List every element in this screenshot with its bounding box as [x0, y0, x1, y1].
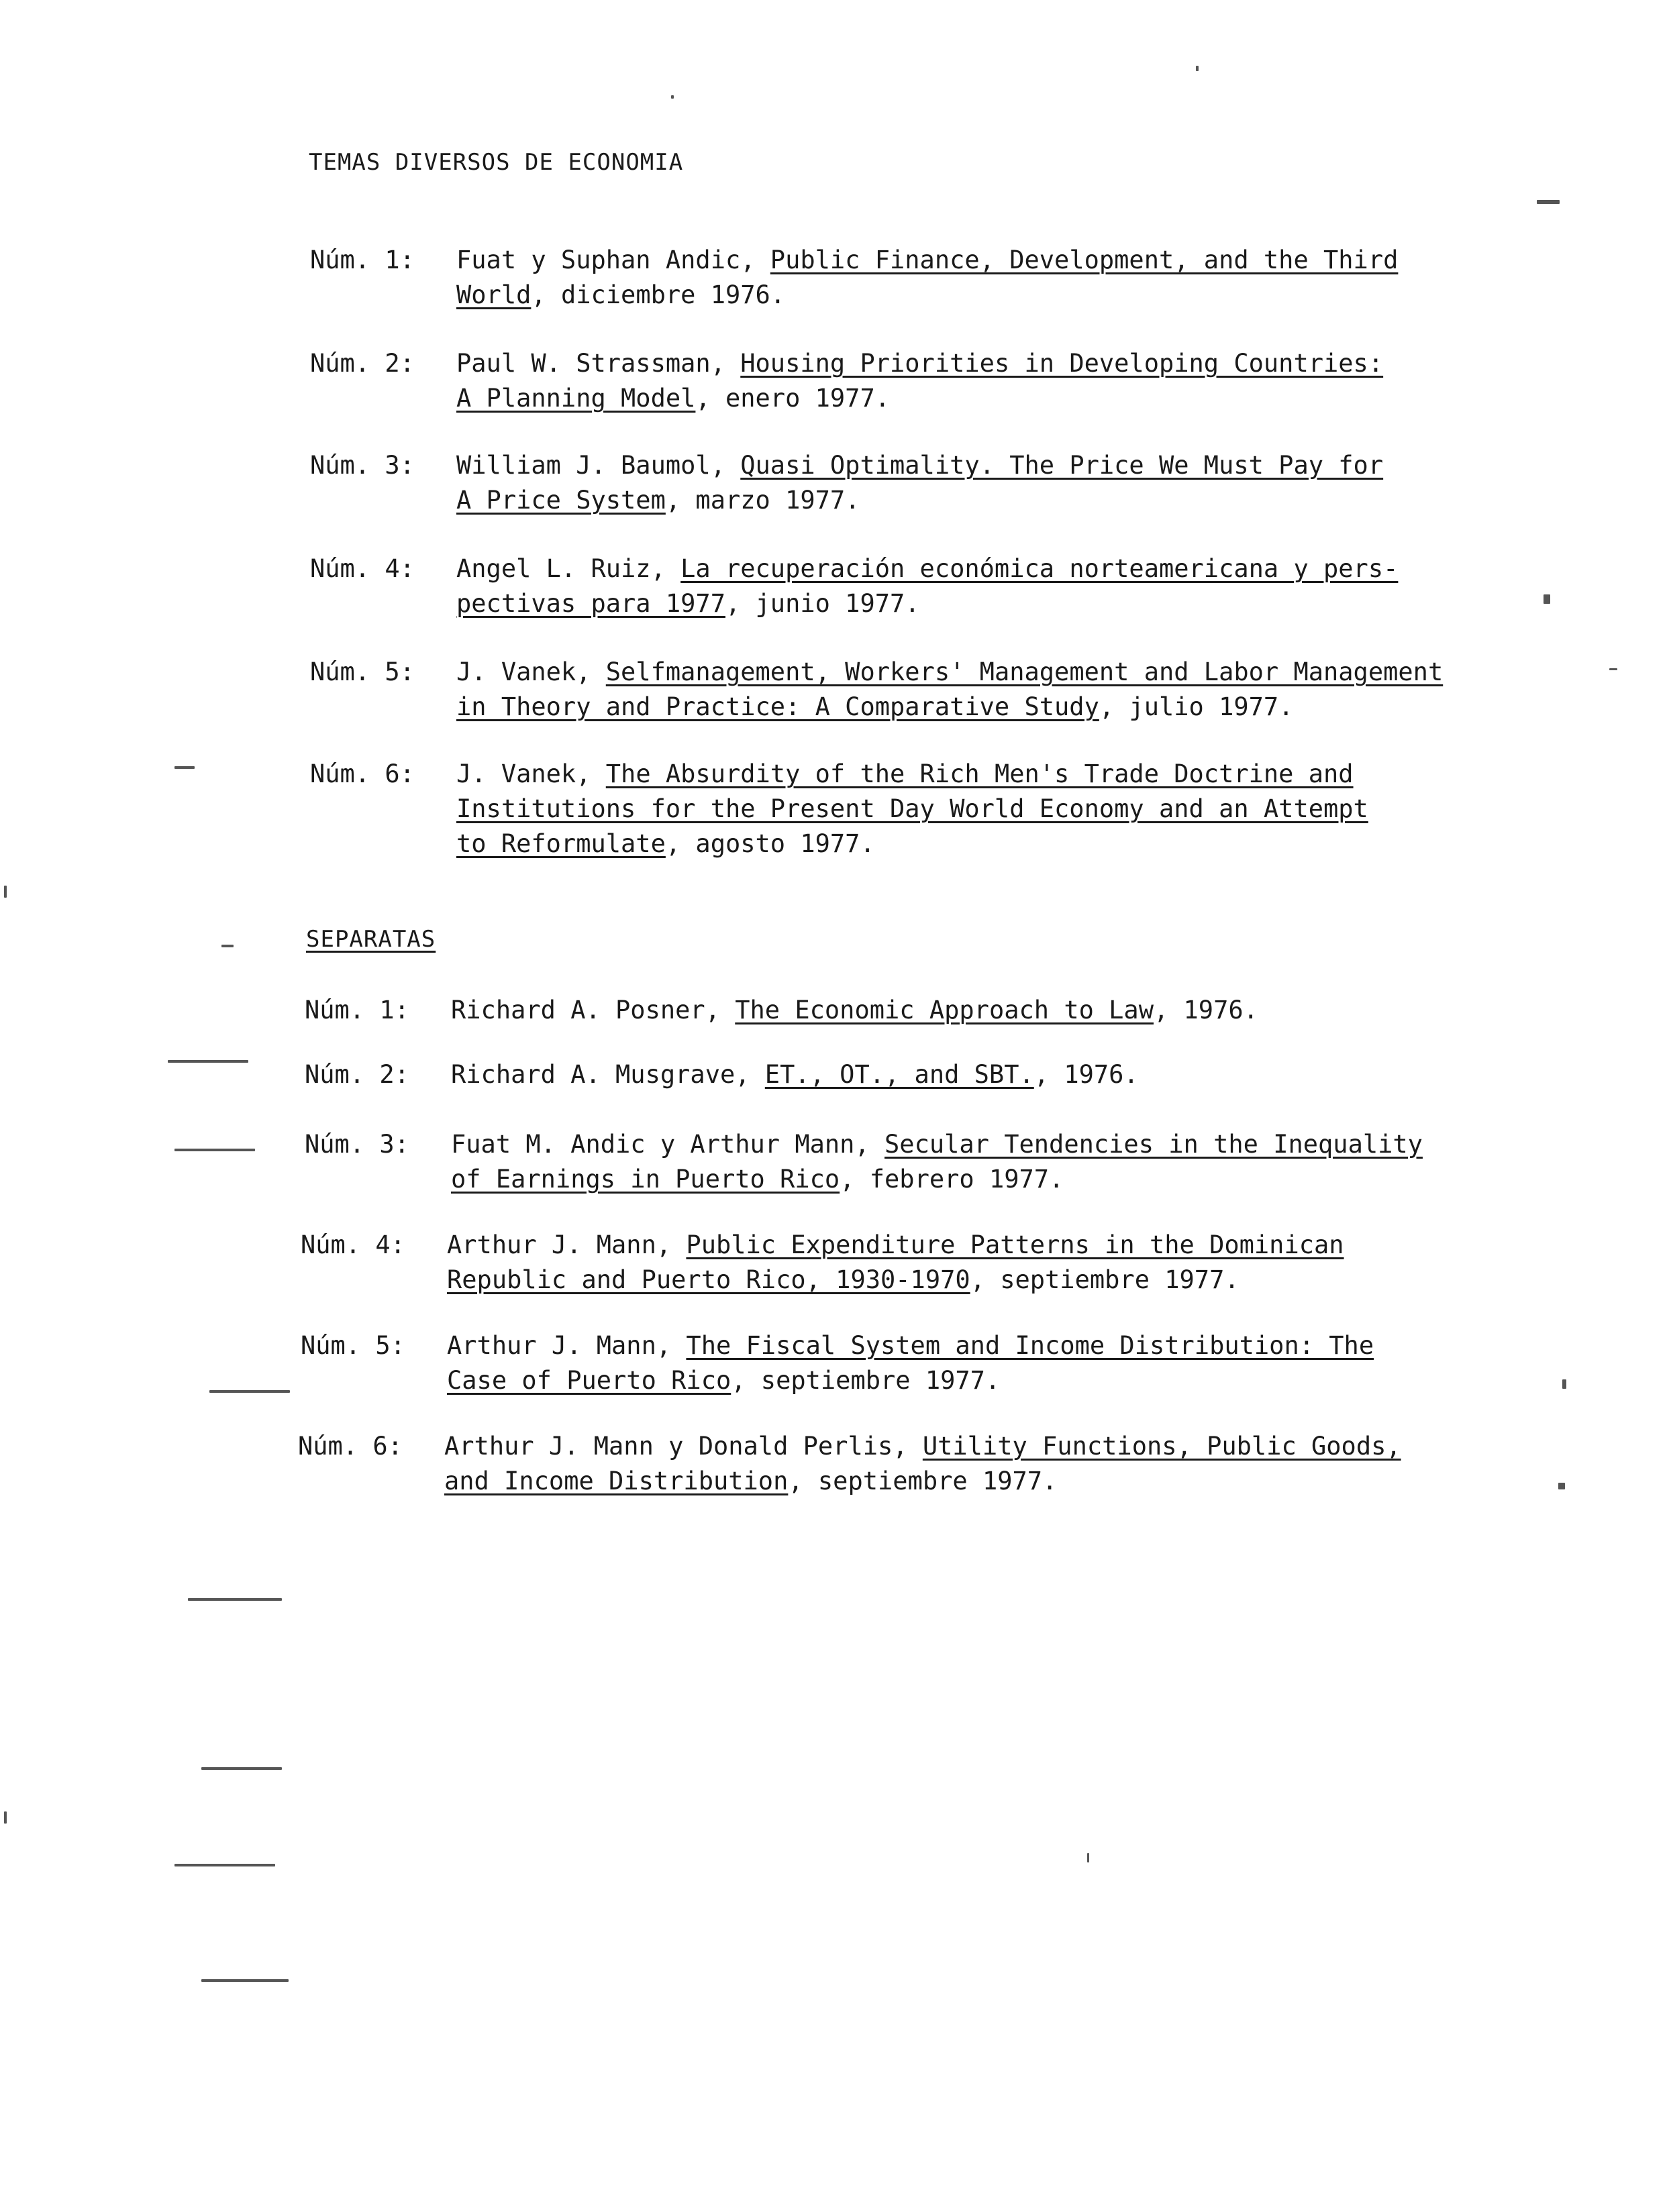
scan-speck: [188, 1598, 282, 1601]
author-text: Richard A. Posner,: [451, 996, 736, 1024]
title-text: Selfmanagement, Workers' Management and Labor Management: [605, 657, 1444, 686]
scan-speck: [209, 1390, 290, 1393]
date-text: , septiembre 1977.: [970, 1265, 1240, 1294]
scan-speck: [4, 1811, 7, 1824]
entry-citation: [456, 346, 1557, 416]
entry-number: Núm. 1:: [310, 246, 415, 274]
entry-number: Núm. 6:: [298, 1432, 403, 1461]
title-text: Case of Puerto Rico: [447, 1366, 731, 1395]
date-text: , agosto 1977.: [665, 829, 875, 858]
date-text: , julio 1977.: [1099, 692, 1294, 721]
date-text: , 1976.: [1033, 1060, 1139, 1089]
entry-citation: [451, 993, 1552, 1028]
scan-speck: [1087, 1853, 1089, 1862]
entry-citation: [451, 1057, 1552, 1092]
entry-citation: [456, 243, 1557, 313]
title-text: to Reformulate: [456, 829, 666, 858]
scan-speck: [1558, 1483, 1565, 1489]
title-text: Public Finance, Development, and the Third: [770, 246, 1399, 274]
date-text: , enero 1977.: [695, 384, 891, 413]
title-text: Quasi Optimality. The Price We Must Pay for: [740, 451, 1384, 480]
author-text: J. Vanek,: [456, 759, 606, 788]
entry-citation: [447, 1328, 1548, 1398]
author-text: Angel L. Ruiz,: [456, 554, 681, 583]
author-text: Arthur J. Mann y Donald Perlis,: [444, 1432, 923, 1461]
scan-speck: [201, 1767, 282, 1770]
entry-number: Núm. 2:: [305, 1060, 409, 1089]
entry-citation: [456, 448, 1557, 518]
scan-speck: [168, 1060, 248, 1063]
title-text: in Theory and Practice: A Comparative Study: [456, 692, 1099, 721]
title-text: Republic and Puerto Rico, 1930-1970: [447, 1265, 970, 1294]
entry-number: Núm. 4:: [301, 1230, 405, 1259]
author-text: Paul W. Strassman,: [456, 349, 741, 378]
scan-speck: [174, 1149, 255, 1151]
section-title-temas: TEMAS DIVERSOS DE ECONOMIA: [309, 149, 684, 176]
title-text: Utility Functions, Public Goods,: [922, 1432, 1401, 1461]
scan-speck: [1609, 668, 1617, 670]
author-text: Fuat M. Andic y Arthur Mann,: [451, 1130, 885, 1159]
entry-number: Núm. 1:: [305, 996, 409, 1024]
author-text: Arthur J. Mann,: [447, 1230, 687, 1259]
entry-citation: [451, 1127, 1552, 1197]
title-text: World: [456, 280, 532, 309]
entry-citation: [456, 655, 1557, 725]
entry-citation: [456, 551, 1557, 621]
date-text: , junio 1977.: [725, 589, 920, 618]
entry-number: Núm. 4:: [310, 554, 415, 583]
scan-speck: [4, 886, 7, 898]
entry-citation: [444, 1429, 1545, 1499]
scan-speck: [174, 766, 195, 769]
scan-speck: [221, 945, 234, 947]
title-text: A Planning Model: [456, 384, 696, 413]
scan-speck: [671, 95, 674, 99]
title-text: The Economic Approach to Law: [735, 996, 1154, 1024]
title-text: Public Expenditure Patterns in the Dominican: [686, 1230, 1344, 1259]
scan-speck: [1544, 594, 1550, 604]
date-text: , febrero 1977.: [840, 1165, 1064, 1194]
title-text: and Income Distribution: [444, 1467, 789, 1495]
title-text: of Earnings in Puerto Rico: [451, 1165, 840, 1194]
title-text: ET., OT., and SBT.: [764, 1060, 1034, 1089]
title-text: pectivas para 1977: [456, 589, 725, 618]
title-text: The Fiscal System and Income Distribution: The: [686, 1331, 1374, 1360]
title-text: Secular Tendencies in the Inequality: [884, 1130, 1423, 1159]
entry-citation: [447, 1228, 1548, 1298]
section-title-separatas: SEPARATAS: [306, 926, 436, 953]
date-text: , septiembre 1977.: [788, 1467, 1058, 1495]
scan-speck: [1196, 66, 1199, 71]
title-text: The Absurdity of the Rich Men's Trade Doctrine and: [605, 759, 1354, 788]
scan-speck: [1537, 200, 1560, 204]
title-text: Housing Priorities in Developing Countries:: [740, 349, 1384, 378]
title-text: A Price System: [456, 486, 666, 515]
date-text: , marzo 1977.: [665, 486, 860, 515]
entry-number: Núm. 2:: [310, 349, 415, 378]
entry-number: Núm. 5:: [310, 657, 415, 686]
author-text: Fuat y Suphan Andic,: [456, 246, 770, 274]
title-text: Institutions for the Present Day World Economy and an Attempt: [456, 794, 1368, 823]
author-text: Arthur J. Mann,: [447, 1331, 687, 1360]
date-text: , diciembre 1976.: [531, 280, 786, 309]
date-text: , septiembre 1977.: [731, 1366, 1001, 1395]
author-text: William J. Baumol,: [456, 451, 741, 480]
entry-number: Núm. 5:: [301, 1331, 405, 1360]
title-text: La recuperación económica norteamericana y pers-: [680, 554, 1399, 583]
scan-speck: [174, 1864, 275, 1866]
author-text: Richard A. Musgrave,: [451, 1060, 765, 1089]
scan-speck: [1562, 1379, 1566, 1389]
entry-citation: [456, 757, 1557, 861]
entry-number: Núm. 3:: [310, 451, 415, 480]
scan-speck: [201, 1979, 289, 1982]
entry-number: Núm. 3:: [305, 1130, 409, 1159]
date-text: , 1976.: [1153, 996, 1258, 1024]
entry-number: Núm. 6:: [310, 759, 415, 788]
author-text: J. Vanek,: [456, 657, 606, 686]
